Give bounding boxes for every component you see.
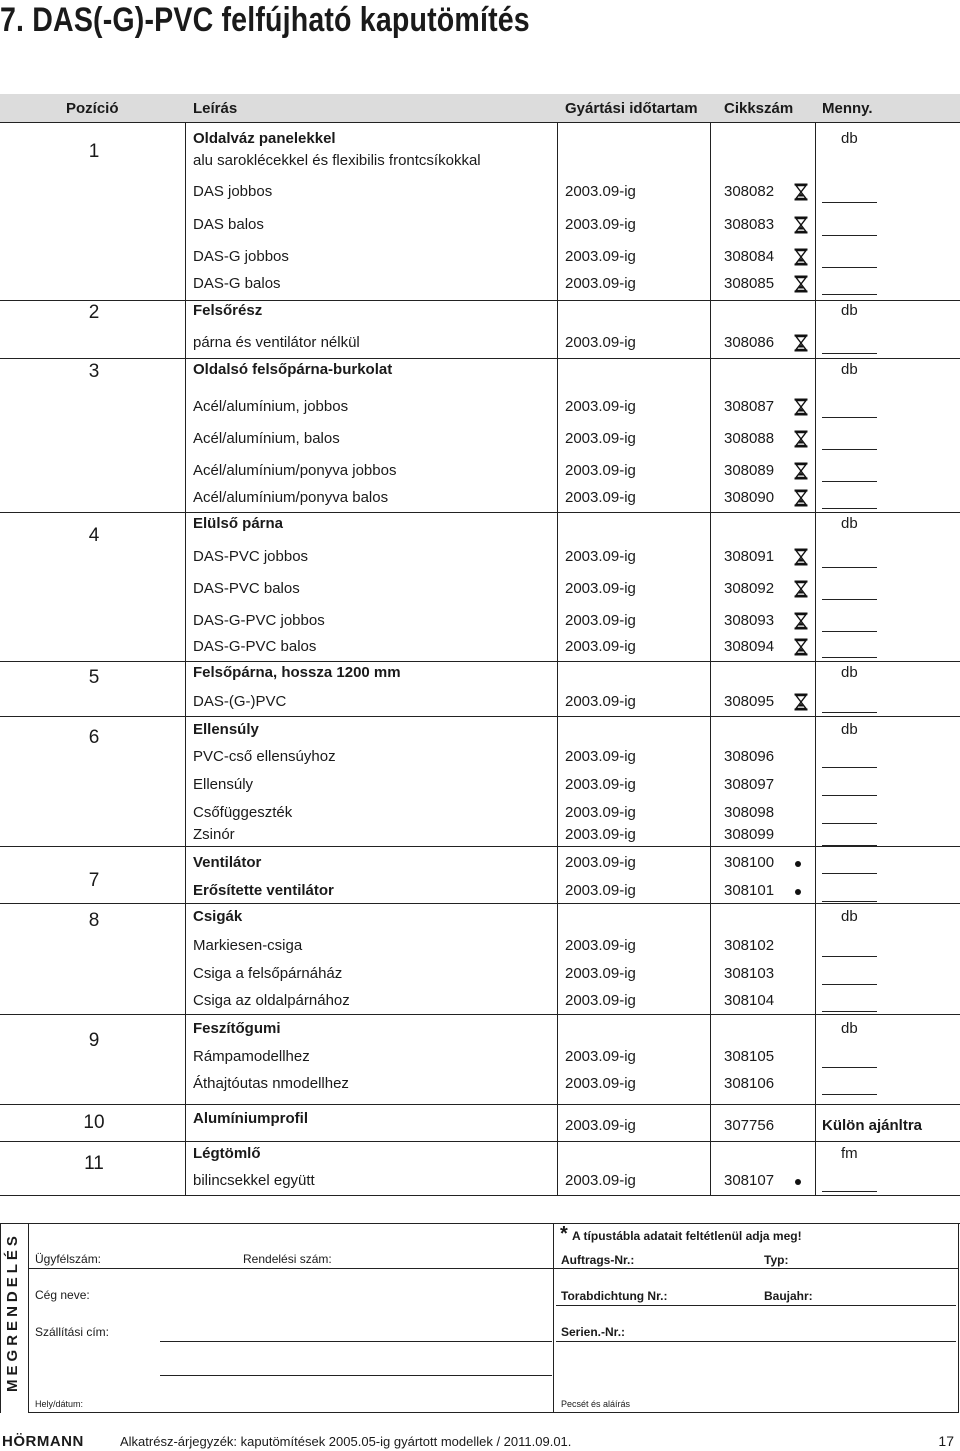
item-description: DAS-PVC jobbos: [193, 548, 309, 565]
quantity-blank[interactable]: [822, 235, 877, 236]
page-title: 7. DAS(-G)-PVC felfújható kaputömítés: [0, 1, 530, 39]
position-number: 11: [84, 1153, 104, 1174]
item-description: Ventilátor: [193, 854, 262, 871]
hely-datum-label: Hely/dátum:: [35, 1399, 84, 1409]
item-code: 308105: [724, 1048, 775, 1065]
quantity-blank[interactable]: [822, 267, 877, 268]
table-header: [0, 94, 960, 123]
hourglass-icon: [794, 489, 808, 507]
item-code: 308086: [724, 334, 775, 351]
item-period: 2003.09-ig: [565, 1172, 636, 1189]
item-code: 308104: [724, 992, 775, 1009]
hourglass-icon: [794, 580, 808, 598]
pecset-label: Pecsét és aláírás: [561, 1399, 631, 1409]
header-menny: Menny.: [822, 100, 873, 117]
group-separator: [0, 716, 960, 717]
hourglass-icon: [794, 334, 808, 352]
item-code: 308096: [724, 748, 775, 765]
item-description: Acél/alumínium, jobbos: [193, 398, 349, 415]
baujahr-label: Baujahr:: [764, 1289, 813, 1303]
item-description: PVC-cső ellensúyhoz: [193, 748, 336, 765]
item-code: 308097: [724, 776, 775, 793]
item-code: 308102: [724, 937, 775, 954]
group-separator: [0, 1141, 960, 1142]
item-period: 2003.09-ig: [565, 1117, 636, 1134]
item-period: 2003.09-ig: [565, 216, 636, 233]
group-title: Feszítőgumi: [193, 1020, 281, 1037]
item-description: Áthajtóutas nmodellhez: [193, 1075, 349, 1092]
item-period: 2003.09-ig: [565, 693, 636, 710]
col-line-period: [557, 123, 558, 1195]
position-number: 5: [88, 667, 100, 688]
quantity-blank[interactable]: [822, 567, 877, 568]
item-period: 2003.09-ig: [565, 334, 636, 351]
quantity-blank[interactable]: [822, 767, 877, 768]
ugyfelszam-label: Ügyfélszám:: [35, 1252, 102, 1266]
item-code: 308092: [724, 580, 775, 597]
quantity-blank[interactable]: [822, 657, 877, 658]
unit-label: db: [841, 721, 858, 738]
item-description: DAS-PVC balos: [193, 580, 300, 597]
group-title: Felsőrész: [193, 302, 263, 319]
header-cikkszam: Cikkszám: [724, 100, 794, 117]
typ-label: Typ:: [764, 1253, 789, 1267]
item-period: 2003.09-ig: [565, 992, 636, 1009]
item-code: 307756: [724, 1117, 775, 1134]
quantity-blank[interactable]: [822, 294, 877, 295]
group-title: Csigák: [193, 908, 243, 925]
item-period: 2003.09-ig: [565, 275, 636, 292]
item-description: Acél/alumínium, balos: [193, 430, 340, 447]
hourglass-icon: [794, 275, 808, 293]
item-description: Acél/alumínium/ponyva jobbos: [193, 462, 397, 479]
item-period: 2003.09-ig: [565, 183, 636, 200]
unit-label: db: [841, 361, 858, 378]
quantity-blank[interactable]: [822, 712, 877, 713]
group-title: Felsőpárna, hossza 1200 mm: [193, 664, 401, 681]
torabdichtung-label: Torabdichtung Nr.:: [561, 1289, 668, 1303]
item-code: 308106: [724, 1075, 775, 1092]
group-title: Elülső párna: [193, 515, 284, 532]
unit-label: db: [841, 1020, 858, 1037]
unit-label: db: [841, 908, 858, 925]
item-description: Erősítette ventilátor: [193, 882, 334, 899]
item-period: 2003.09-ig: [565, 580, 636, 597]
parts-table: [0, 123, 960, 1195]
quantity-blank[interactable]: [822, 845, 877, 846]
order-form: [0, 1223, 960, 1413]
group-separator: [0, 1014, 960, 1015]
item-description: Csiga az oldalpárnához: [193, 992, 350, 1009]
position-number: 7: [88, 870, 100, 891]
item-code: 308085: [724, 275, 775, 292]
item-period: 2003.09-ig: [565, 776, 636, 793]
item-code: 308090: [724, 489, 775, 506]
quantity-blank[interactable]: [822, 202, 877, 203]
quantity-blank[interactable]: [822, 417, 877, 418]
group-separator: [0, 846, 960, 847]
group-separator: [0, 903, 960, 904]
item-description: Rámpamodellhez: [193, 1048, 310, 1065]
quantity-blank[interactable]: [822, 1011, 877, 1012]
quantity-blank[interactable]: [822, 984, 877, 985]
position-number: 2: [88, 302, 100, 323]
item-description: DAS-G jobbos: [193, 248, 289, 265]
item-period: 2003.09-ig: [565, 430, 636, 447]
quantity-blank[interactable]: [822, 353, 877, 354]
item-description: Csőfüggeszték: [193, 804, 293, 821]
item-code: 308100: [724, 854, 775, 871]
szallitasi-cim-label: Szállítási cím:: [35, 1325, 110, 1339]
quantity-blank[interactable]: [822, 599, 877, 600]
order-note: A típustábla adatait feltétlenül adja meg!: [572, 1229, 802, 1243]
header-pozicio: Pozíció: [66, 100, 119, 117]
hourglass-icon: [794, 612, 808, 630]
ceg-neve-label: Cég neve:: [35, 1288, 90, 1302]
group-title: Ellensúly: [193, 721, 259, 738]
item-period: 2003.09-ig: [565, 462, 636, 479]
item-period: 2003.09-ig: [565, 1075, 636, 1092]
item-code: 308087: [724, 398, 775, 415]
quantity-blank[interactable]: [822, 1191, 877, 1192]
item-code: 308094: [724, 638, 775, 655]
item-description: Zsinór: [193, 826, 235, 843]
unit-label: db: [841, 302, 858, 319]
group-separator: [0, 1195, 960, 1196]
item-code: 308099: [724, 826, 775, 843]
item-description: DAS-G balos: [193, 275, 281, 292]
item-description: bilincsekkel együtt: [193, 1172, 315, 1189]
quantity-blank[interactable]: [822, 1067, 877, 1068]
group-title: Alumíniumprofil: [193, 1110, 308, 1127]
item-code: 308082: [724, 183, 775, 200]
rendelesi-szam-label: Rendelési szám:: [243, 1252, 332, 1266]
item-period: 2003.09-ig: [565, 548, 636, 565]
quantity-blank[interactable]: [822, 901, 877, 902]
header-gyartasi: Gyártási időtartam: [565, 100, 698, 117]
hourglass-icon: [794, 248, 808, 266]
item-description: DAS balos: [193, 216, 264, 233]
item-description: Ellensúly: [193, 776, 254, 793]
item-period: 2003.09-ig: [565, 1048, 636, 1065]
item-description: DAS-(G-)PVC: [193, 693, 287, 710]
page-footer: [0, 1432, 960, 1451]
item-description: Acél/alumínium/ponyva balos: [193, 489, 389, 506]
item-period: 2003.09-ig: [565, 937, 636, 954]
quantity-blank[interactable]: [822, 481, 877, 482]
item-period: 2003.09-ig: [565, 248, 636, 265]
quantity-blank[interactable]: [822, 449, 877, 450]
group-separator: [0, 358, 960, 359]
item-description: DAS-G-PVC balos: [193, 638, 317, 655]
item-period: 2003.09-ig: [565, 965, 636, 982]
dot-marker: [795, 1179, 801, 1185]
dot-marker: [795, 861, 801, 867]
item-code: 308095: [724, 693, 775, 710]
position-number: 3: [88, 361, 100, 382]
hourglass-icon: [794, 548, 808, 566]
group-title: Légtömlő: [193, 1145, 261, 1162]
auftrags-label: Auftrags-Nr.:: [561, 1253, 635, 1267]
item-code: 308084: [724, 248, 775, 265]
hormann-logo: HÖRMANN: [2, 1433, 84, 1450]
hourglass-icon: [794, 398, 808, 416]
item-description: Markiesen-csiga: [193, 937, 303, 954]
item-description: Csiga a felsőpárnáház: [193, 965, 343, 982]
item-description: DAS jobbos: [193, 183, 273, 200]
quantity-blank[interactable]: [822, 823, 877, 824]
group-separator: [0, 661, 960, 662]
page-number: 17: [938, 1433, 954, 1449]
item-code: 308089: [724, 462, 775, 479]
quantity-blank[interactable]: [822, 956, 877, 957]
item-period: 2003.09-ig: [565, 489, 636, 506]
item-period: 2003.09-ig: [565, 882, 636, 899]
item-period: 2003.09-ig: [565, 612, 636, 629]
hourglass-icon: [794, 462, 808, 480]
item-code: 308107: [724, 1172, 775, 1189]
group-separator: [0, 1104, 960, 1105]
quantity-blank[interactable]: [822, 631, 877, 632]
group-title: Oldalsó felsőpárna-burkolat: [193, 361, 393, 378]
position-number: 1: [88, 141, 100, 162]
header-leiras: Leírás: [193, 100, 238, 117]
position-number: 6: [88, 727, 100, 748]
position-number: 9: [88, 1030, 100, 1051]
hourglass-icon: [794, 638, 808, 656]
col-line-qty: [815, 123, 816, 1195]
item-period: 2003.09-ig: [565, 748, 636, 765]
unit-label: fm: [841, 1145, 858, 1162]
item-code: 308103: [724, 965, 775, 982]
quantity-blank[interactable]: [822, 1094, 877, 1095]
item-code: 308101: [724, 882, 775, 899]
group-title: Oldalváz panelekkel: [193, 130, 336, 147]
col-line-desc: [185, 123, 186, 1195]
item-code: 308083: [724, 216, 775, 233]
quantity-blank[interactable]: [822, 795, 877, 796]
item-period: 2003.09-ig: [565, 398, 636, 415]
footer-text: Alkatrész-árjegyzék: kaputömítések 2005.05-ig gyártott modellek / 2011.09.01.: [120, 1434, 572, 1449]
position-number: 8: [88, 910, 100, 931]
serien-label: Serien.-Nr.:: [561, 1325, 626, 1339]
hourglass-icon: [794, 183, 808, 201]
unit-label: db: [841, 515, 858, 532]
unit-label: Külön ajánltra: [822, 1117, 923, 1134]
item-period: 2003.09-ig: [565, 804, 636, 821]
item-period: 2003.09-ig: [565, 854, 636, 871]
item-code: 308093: [724, 612, 775, 629]
position-number: 10: [83, 1112, 105, 1133]
group-separator: [0, 300, 960, 301]
item-period: 2003.09-ig: [565, 826, 636, 843]
unit-label: db: [841, 664, 858, 681]
dot-marker: [795, 889, 801, 895]
item-code: 308091: [724, 548, 775, 565]
hourglass-icon: [794, 216, 808, 234]
item-description: DAS-G-PVC jobbos: [193, 612, 325, 629]
item-description: párna és ventilátor nélkül: [193, 334, 360, 351]
item-code: 308088: [724, 430, 775, 447]
group-subtitle: alu saroklécekkel és flexibilis frontcsíkokkal: [193, 152, 481, 169]
col-line-code: [710, 123, 711, 1195]
quantity-blank[interactable]: [822, 873, 877, 874]
hourglass-icon: [794, 693, 808, 711]
item-period: 2003.09-ig: [565, 638, 636, 655]
hourglass-icon: [794, 430, 808, 448]
position-number: 4: [88, 525, 100, 546]
unit-label: db: [841, 130, 858, 147]
note-star: *: [560, 1223, 568, 1245]
order-vertical-label: MEGRENDELÉS: [4, 1232, 21, 1392]
quantity-blank[interactable]: [822, 508, 877, 509]
item-code: 308098: [724, 804, 775, 821]
group-separator: [0, 512, 960, 513]
